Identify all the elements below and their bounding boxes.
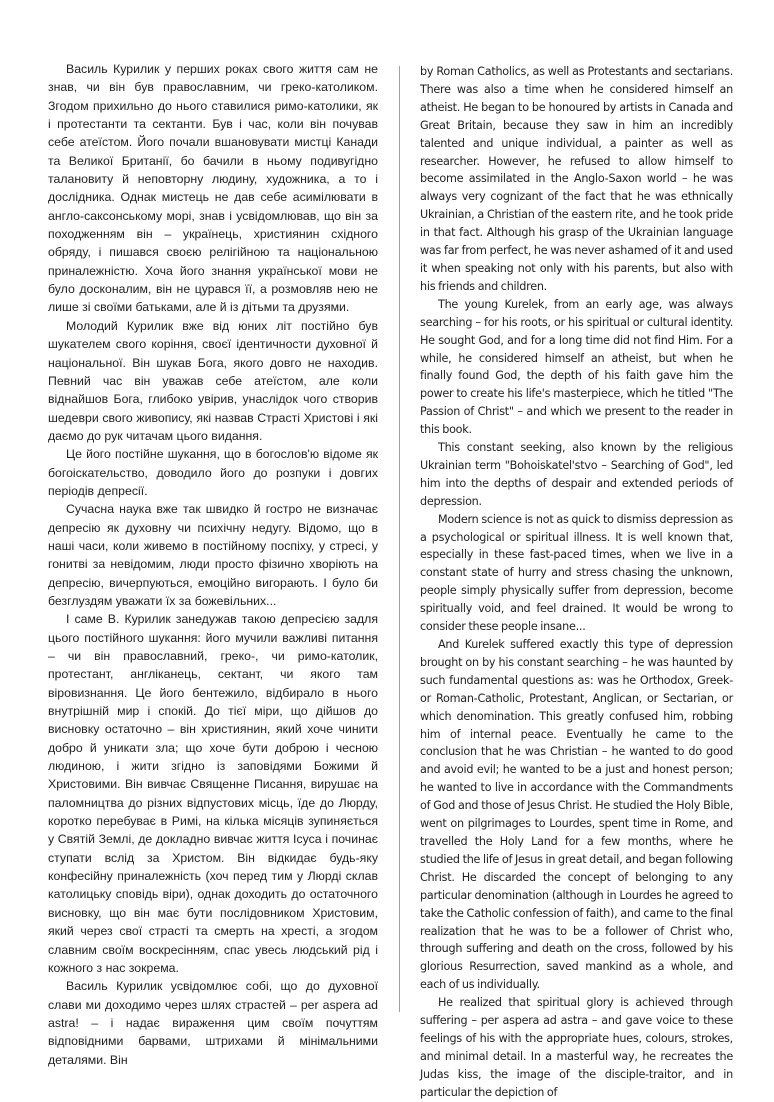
ukrainian-text-column [48,60,378,1069]
paragraph: Це його постійне шукання, що в богослов'ю відоме як богоіскательство, доводило його до розпуки і довгих періодів депресії. [48,447,378,498]
paragraph: The young Kurelek, from an early age, was always searching – for his roots, or his spiritual or cultural identity. He sought God, and for a long time did not find Him. For a while, he considered himself an atheist, but when he finally found God, the depth of his faith gave him the power to create his life's masterpiece, which he titled "The Passion of Christ" – and which we present to the reader in this book. [420,297,733,437]
paragraph: This constant seeking, also known by the religious Ukrainian term "Bohoiskatel'stvo – Searching of God", led him into the depths of despair and extended periods of depression. [420,441,733,508]
paragraph: Василь Курилик у перших роках свого життя сам не знав, чи він був православним, чи греко-католиком. Згодом прихильно до нього ставилися римо-католики, як і протестанти та сектанти. Був і час, коли він почував себе атеїстом. Його почали вшановувати мистці Канади та Великої Британії, бо бачили в ньому подивугідно талановиту й неповторну людину, художника, а то і дослідника. Однак мистець не дав себе асимілювати в англо-саксонському морі, знав і усвідомлював, що він за походженням він – українець, християнин східного обряду, і пишався своєю релігійною та національною приналежністю. Хоча його знання української мови не було досконалим, він не цурався її, а розмовляв нею не лише зі своїми батьками, але й із дітьми та друзями. [48,62,378,315]
paragraph: He realized that spiritual glory is achieved through suffering – per aspera ad astra – and gave voice to these feelings of his with the appropriate hues, colours, strokes, and minimal detail. In a masterful way, he recreates the Judas kiss, the image of the disciple-traitor, and in particular the depiction of [420,996,733,1099]
paragraph: Сучасна наука вже так швидко й гостро не визначає депресію як духовну чи психічну недугу. Відомо, що в наші часи, коли живемо в постійному поспіху, у стресі, у гонитві за невідомим, люди просто фізично хворіють на депресію, вичерпуються, емоційно вигорають. І було би безглуздям уважати їх за божевільних... [48,502,378,608]
english-text-column [420,63,733,1102]
paragraph: І саме В. Курилик занедужав такою депресією задля цього постійного шукання: його мучили важливі питання – чи він православний, греко-, чи римо-католик, протестант, англіканець, сектант, чи якого там віровизнання. Це його бентежило, відбирало в нього внутрішній мир і спокій. До тієї міри, що дійшов до висновку остаточно – він християнин, який хоче чинити добро й уникати зла; що хоче бути доброю і чесною людиною, і жити згідно із заповідями Божими й Христовими. Він вивчає Священне Писання, вирушає на паломництва до різних відпустових місць, їде до Люрду, коротко перебуває в Римі, на кілька місяців зупиняється у Святій Землі, де докладно вивчає життя Ісуса і починає ступати вслід за Христом. Він відкидає будь-яку конфесійну приналежність (хоч перед тим у Люрді склав католицьку сповідь віри), однак доходить до остаточного висновку, що він має бути послідовником Христовим, який через свої страсті та смерть на хресті, а згодом славним своїм воскресінням, спас увесь людський рід і кожного з нас зокрема. [48,612,378,975]
paragraph: And Kurelek suffered exactly this type of depression brought on by his constant searching – he was haunted by such fundamental questions as: was he Orthodox, Greek- or Roman-Catholic, Protestant, Anglican, or Sectarian, or which denomination. This greatly confused him, robbing him of internal peace. Eventually he came to the conclusion that he was Christian – he wanted to do good and avoid evil; he wanted to be a just and honest person; he wanted to live in accordance with the Commandments of God and those of Jesus Christ. He studied the Holy Bible, went on pilgrimages to Lourdes, spent time in Rome, and travelled the Holy Land for a few months, where he studied the life of Jesus in great detail, and began following Christ. He discarded the concept of belonging to any particular denomination (although in Lourdes he agreed to take the Catholic confession of faith), and came to the final realization that he was to be a follower of Christ who, through suffering and death on the cross, followed by his glorious Resurrection, saved mankind as a whole, and each of us individually. [420,638,733,992]
paragraph: Modern science is not as quick to dismiss depression as a psychological or spiritual illness. It is well known that, especially in these fast-paced times, when we live in a constant state of hurry and stress chasing the unknown, people simply physically suffer from depression, become spiritually void, and feel drained. It would be wrong to consider these people insane... [420,512,733,634]
paragraph: Молодий Курилик вже від юних літ постійно був шукателем свого коріння, своєї ідентичности духовної й національної. Він шукав Бога, якого довго не находив. Певний час він уважав себе атеїстом, але коли віднайшов Бога, глибоко увірив, унаслідок чого створив шедеври свого живопису, які назвав Страсті Христові і які даємо до рук читачам цього видання. [48,318,378,443]
paragraph: Василь Курилик усвідомлює собі, що до духовної слави ми доходимо через шлях страстей – per aspera ad astra! – і надає вираження цим своїм почуттям відповідними барвами, штрихами й мінімальними деталями. Він [48,979,378,1067]
column-divider [399,66,400,1012]
paragraph: by Roman Catholics, as well as Protestants and sectarians. There was also a time when he considered himself an atheist. He began to be honoured by artists in Canada and Great Britain, because they saw in him an incredibly talented and unique individual, a painter as well as researcher. However, he refused to allow himself to become assimilated in the Anglo-Saxon world – he was always very cognizant of the fact that he was ethnically Ukrainian, a Christian of the eastern rite, and he took pride in that fact. Although his grasp of the Ukrainian language was far from perfect, he was never ashamed of it and used it when speaking not only with his parents, but also with his friends and children. [420,65,733,293]
